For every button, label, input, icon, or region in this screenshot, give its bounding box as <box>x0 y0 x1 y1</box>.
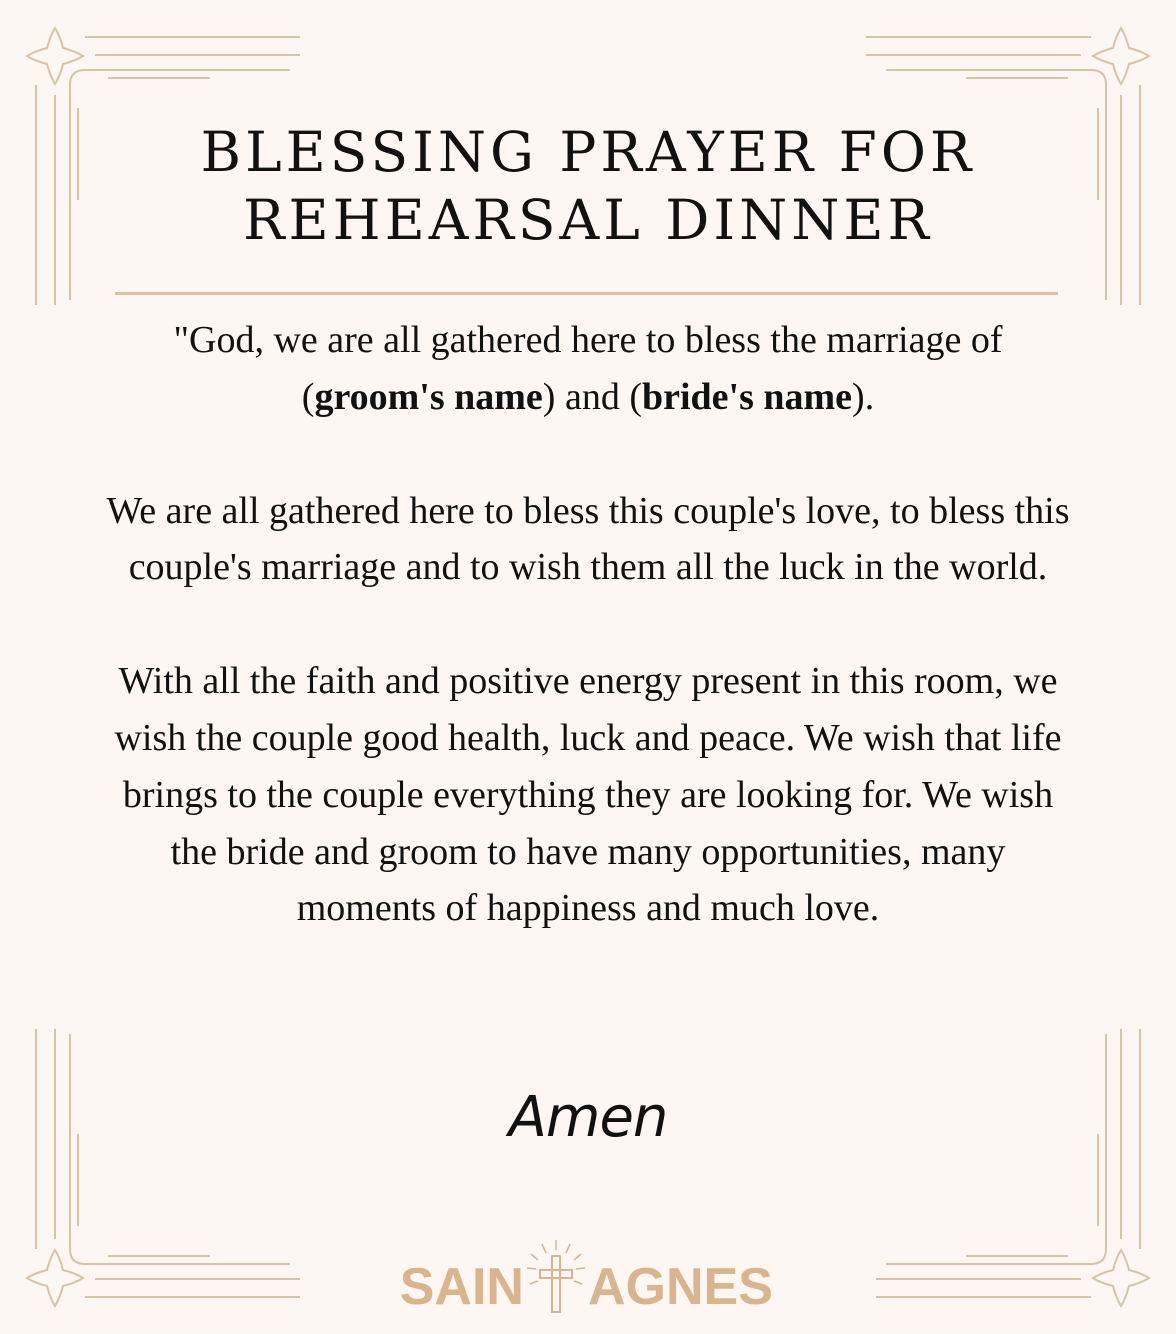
paren-open: ( <box>301 375 315 418</box>
sparkle-star-icon <box>1093 28 1149 84</box>
title-line-2: REHEARSAL DINNER <box>243 188 933 252</box>
title-line-1: BLESSING PRAYER FOR <box>200 120 976 184</box>
saint-agnes-logo <box>0 1232 1176 1328</box>
page-title <box>0 118 1176 254</box>
paragraph-1 <box>100 312 1076 426</box>
paragraph-1-mid: ) and ( <box>542 375 642 418</box>
groom-name-placeholder: groom's name <box>314 375 543 418</box>
prayer-body <box>100 312 1076 937</box>
sparkle-star-icon <box>27 28 83 84</box>
paragraph-1-end: ). <box>852 375 875 418</box>
cross-icon <box>527 1240 585 1312</box>
paragraph-3: With all the faith and positive energy present in this room, we wish the couple good health, luck and peace. We wish that life brings to the couple everything they are looking for. We wish the bride and groom to have many opportunities, many moments of happiness and much love. <box>114 660 1062 930</box>
title-divider <box>115 292 1058 295</box>
closing-amen: Amen <box>508 1085 668 1150</box>
paragraph-2: We are all gathered here to bless this couple's love, to bless this couple's marriage and to wish them all the luck in the world. <box>106 489 1070 589</box>
bride-name-placeholder: bride's name <box>641 375 853 418</box>
logo-text-right: AGNES <box>588 1258 773 1316</box>
paragraph-1-start: "God, we are all gathered here to bless the marriage of <box>173 319 1003 361</box>
logo-text-left: SAIN <box>399 1258 524 1316</box>
